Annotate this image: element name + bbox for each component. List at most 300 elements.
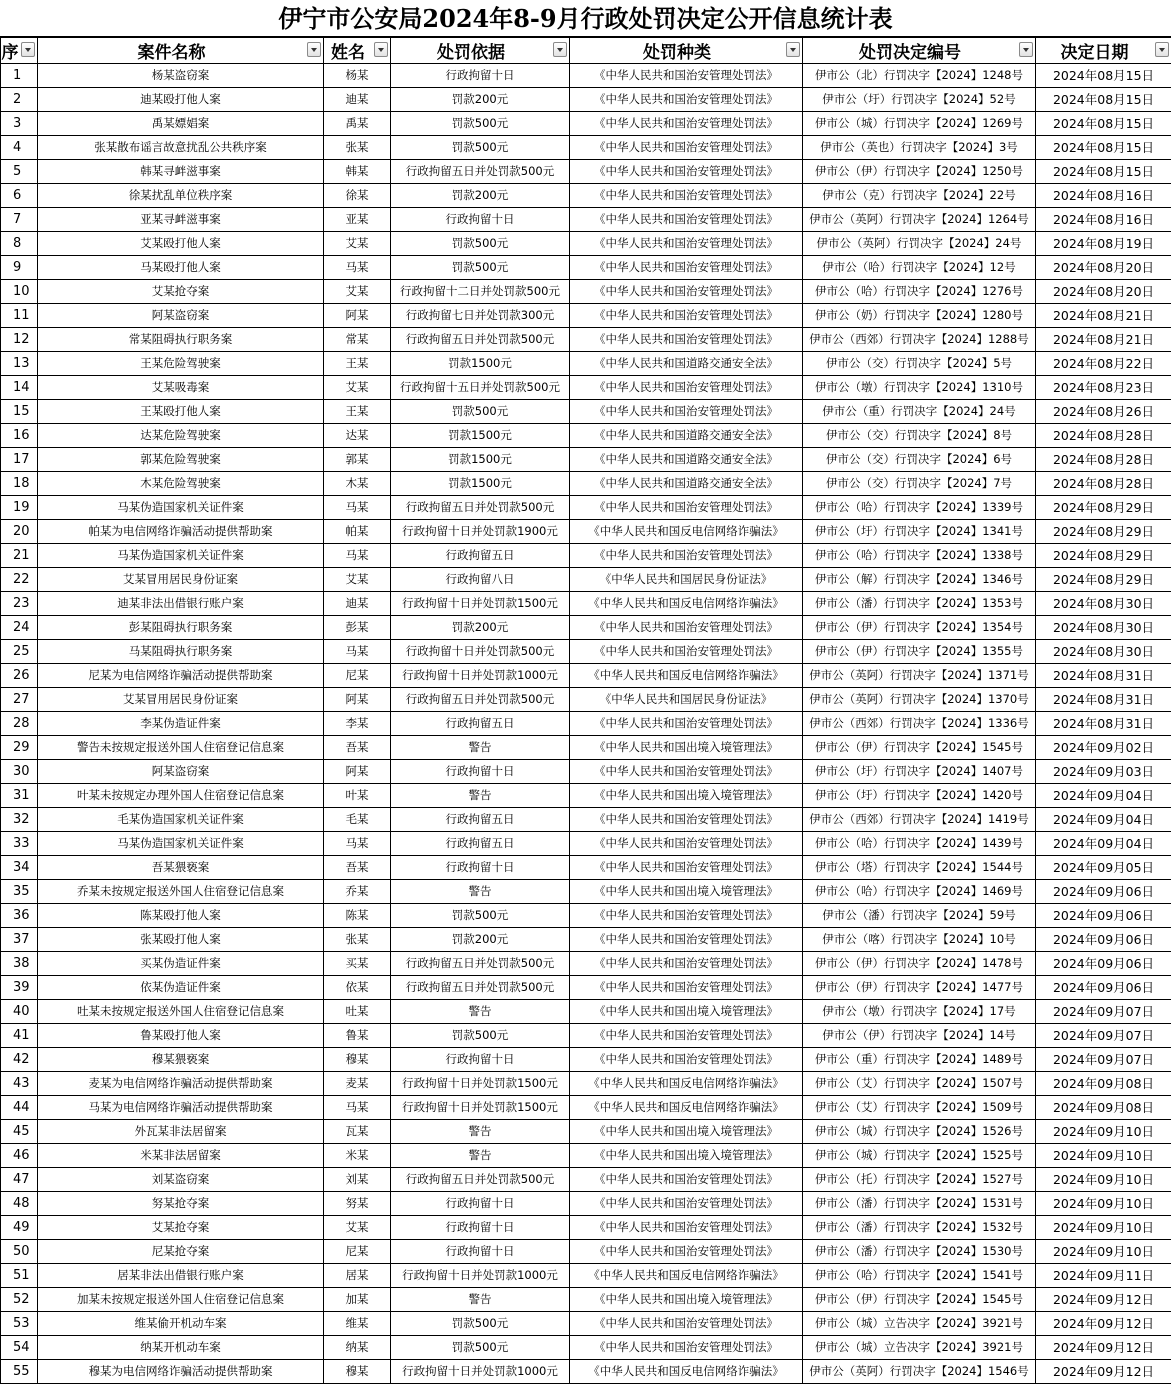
cell-case-name[interactable]: 马某为电信网络诈骗活动提供帮助案 <box>38 1096 324 1120</box>
filter-dropdown-icon[interactable] <box>374 42 388 57</box>
cell-decision-date[interactable]: 2024年08月15日 <box>1036 64 1171 88</box>
cell-decision-date[interactable]: 2024年09月04日 <box>1036 784 1171 808</box>
cell-decision-date[interactable]: 2024年08月26日 <box>1036 400 1171 424</box>
cell-decision-no[interactable]: 伊市公（哈）行罚决字【2024】1439号 <box>803 832 1036 856</box>
cell-case-name[interactable]: 迪某非法出借银行账户案 <box>38 592 324 616</box>
cell-seq[interactable]: 47 <box>1 1168 38 1192</box>
cell-decision-date[interactable]: 2024年08月30日 <box>1036 640 1171 664</box>
cell-penalty-basis[interactable]: 罚款200元 <box>391 88 570 112</box>
cell-person-name[interactable]: 维某 <box>324 1312 391 1336</box>
cell-person-name[interactable]: 毛某 <box>324 808 391 832</box>
cell-case-name[interactable]: 外瓦某非法居留案 <box>38 1120 324 1144</box>
cell-penalty-basis[interactable]: 罚款500元 <box>391 1312 570 1336</box>
cell-person-name[interactable]: 郭某 <box>324 448 391 472</box>
cell-decision-no[interactable]: 伊市公（哈）行罚决字【2024】1541号 <box>803 1264 1036 1288</box>
cell-seq[interactable]: 15 <box>1 400 38 424</box>
cell-person-name[interactable]: 张某 <box>324 928 391 952</box>
cell-penalty-type[interactable]: 《中华人民共和国治安管理处罚法》 <box>570 640 803 664</box>
cell-penalty-basis[interactable]: 行政拘留五日并处罚款500元 <box>391 952 570 976</box>
cell-penalty-basis[interactable]: 行政拘留十日 <box>391 760 570 784</box>
cell-case-name[interactable]: 尼某为电信网络诈骗活动提供帮助案 <box>38 664 324 688</box>
cell-case-name[interactable]: 迪某殴打他人案 <box>38 88 324 112</box>
cell-decision-no[interactable]: 伊市公（城）行罚决字【2024】1526号 <box>803 1120 1036 1144</box>
cell-penalty-basis[interactable]: 罚款500元 <box>391 232 570 256</box>
cell-decision-no[interactable]: 伊市公（哈）行罚决字【2024】1339号 <box>803 496 1036 520</box>
cell-decision-date[interactable]: 2024年09月07日 <box>1036 1024 1171 1048</box>
cell-penalty-basis[interactable]: 警告 <box>391 1000 570 1024</box>
cell-decision-no[interactable]: 伊市公（英阿）行罚决字【2024】1370号 <box>803 688 1036 712</box>
cell-seq[interactable]: 3 <box>1 112 38 136</box>
cell-decision-no[interactable]: 伊市公（墩）行罚决字【2024】1310号 <box>803 376 1036 400</box>
cell-penalty-basis[interactable]: 行政拘留五日 <box>391 544 570 568</box>
cell-decision-no[interactable]: 伊市公（城）行罚决字【2024】1525号 <box>803 1144 1036 1168</box>
cell-penalty-type[interactable]: 《中华人民共和国治安管理处罚法》 <box>570 64 803 88</box>
cell-penalty-basis[interactable]: 行政拘留五日并处罚款500元 <box>391 1168 570 1192</box>
cell-decision-no[interactable]: 伊市公（艾）行罚决字【2024】1507号 <box>803 1072 1036 1096</box>
cell-penalty-type[interactable]: 《中华人民共和国反电信网络诈骗法》 <box>570 664 803 688</box>
cell-penalty-basis[interactable]: 行政拘留五日 <box>391 808 570 832</box>
cell-person-name[interactable]: 王某 <box>324 400 391 424</box>
cell-decision-no[interactable]: 伊市公（解）行罚决字【2024】1346号 <box>803 568 1036 592</box>
cell-penalty-basis[interactable]: 罚款500元 <box>391 904 570 928</box>
cell-decision-date[interactable]: 2024年08月15日 <box>1036 112 1171 136</box>
cell-decision-date[interactable]: 2024年08月22日 <box>1036 352 1171 376</box>
cell-person-name[interactable]: 韩某 <box>324 160 391 184</box>
cell-penalty-type[interactable]: 《中华人民共和国治安管理处罚法》 <box>570 1216 803 1240</box>
cell-decision-date[interactable]: 2024年08月31日 <box>1036 688 1171 712</box>
cell-person-name[interactable]: 鲁某 <box>324 1024 391 1048</box>
cell-decision-date[interactable]: 2024年08月29日 <box>1036 520 1171 544</box>
cell-penalty-basis[interactable]: 罚款500元 <box>391 136 570 160</box>
cell-seq[interactable]: 49 <box>1 1216 38 1240</box>
cell-case-name[interactable]: 李某伪造证件案 <box>38 712 324 736</box>
cell-penalty-basis[interactable]: 行政拘留八日 <box>391 568 570 592</box>
cell-penalty-basis[interactable]: 行政拘留十日并处罚款1000元 <box>391 664 570 688</box>
cell-decision-no[interactable]: 伊市公（英阿）行罚决字【2024】1546号 <box>803 1360 1036 1384</box>
cell-penalty-basis[interactable]: 行政拘留十日并处罚款1500元 <box>391 592 570 616</box>
cell-case-name[interactable]: 马某伪造国家机关证件案 <box>38 832 324 856</box>
cell-penalty-type[interactable]: 《中华人民共和国治安管理处罚法》 <box>570 160 803 184</box>
cell-person-name[interactable]: 刘某 <box>324 1168 391 1192</box>
cell-decision-date[interactable]: 2024年08月30日 <box>1036 616 1171 640</box>
cell-penalty-type[interactable]: 《中华人民共和国出境入境管理法》 <box>570 736 803 760</box>
cell-person-name[interactable]: 穆某 <box>324 1048 391 1072</box>
cell-seq[interactable]: 16 <box>1 424 38 448</box>
cell-penalty-basis[interactable]: 罚款1500元 <box>391 448 570 472</box>
cell-seq[interactable]: 7 <box>1 208 38 232</box>
cell-penalty-type[interactable]: 《中华人民共和国治安管理处罚法》 <box>570 304 803 328</box>
cell-decision-date[interactable]: 2024年08月28日 <box>1036 472 1171 496</box>
filter-dropdown-icon[interactable] <box>307 42 321 57</box>
cell-penalty-basis[interactable]: 行政拘留十日 <box>391 856 570 880</box>
cell-decision-no[interactable]: 伊市公（英阿）行罚决字【2024】24号 <box>803 232 1036 256</box>
cell-penalty-basis[interactable]: 警告 <box>391 736 570 760</box>
cell-penalty-type[interactable]: 《中华人民共和国治安管理处罚法》 <box>570 808 803 832</box>
cell-seq[interactable]: 26 <box>1 664 38 688</box>
cell-decision-no[interactable]: 伊市公（圩）行罚决字【2024】52号 <box>803 88 1036 112</box>
cell-seq[interactable]: 55 <box>1 1360 38 1384</box>
cell-decision-no[interactable]: 伊市公（北）行罚决字【2024】1248号 <box>803 64 1036 88</box>
cell-penalty-type[interactable]: 《中华人民共和国治安管理处罚法》 <box>570 88 803 112</box>
cell-person-name[interactable]: 马某 <box>324 1096 391 1120</box>
cell-person-name[interactable]: 阿某 <box>324 304 391 328</box>
cell-case-name[interactable]: 吐某未按规定报送外国人住宿登记信息案 <box>38 1000 324 1024</box>
cell-penalty-basis[interactable]: 行政拘留五日并处罚款500元 <box>391 496 570 520</box>
cell-decision-date[interactable]: 2024年09月06日 <box>1036 952 1171 976</box>
cell-case-name[interactable]: 徐某扰乱单位秩序案 <box>38 184 324 208</box>
cell-seq[interactable]: 29 <box>1 736 38 760</box>
cell-seq[interactable]: 32 <box>1 808 38 832</box>
cell-penalty-basis[interactable]: 罚款500元 <box>391 256 570 280</box>
cell-decision-no[interactable]: 伊市公（哈）行罚决字【2024】1469号 <box>803 880 1036 904</box>
cell-decision-no[interactable]: 伊市公（西郊）行罚决字【2024】1419号 <box>803 808 1036 832</box>
cell-case-name[interactable]: 马某伪造国家机关证件案 <box>38 496 324 520</box>
cell-decision-date[interactable]: 2024年08月21日 <box>1036 328 1171 352</box>
cell-seq[interactable]: 50 <box>1 1240 38 1264</box>
cell-case-name[interactable]: 马某殴打他人案 <box>38 256 324 280</box>
cell-person-name[interactable]: 尼某 <box>324 664 391 688</box>
column-header-date[interactable] <box>1036 38 1171 64</box>
cell-person-name[interactable]: 马某 <box>324 496 391 520</box>
cell-case-name[interactable]: 艾某吸毒案 <box>38 376 324 400</box>
cell-person-name[interactable]: 吾某 <box>324 856 391 880</box>
cell-penalty-type[interactable]: 《中华人民共和国出境入境管理法》 <box>570 1144 803 1168</box>
cell-case-name[interactable]: 张某散布谣言故意扰乱公共秩序案 <box>38 136 324 160</box>
cell-decision-date[interactable]: 2024年09月04日 <box>1036 808 1171 832</box>
cell-seq[interactable]: 39 <box>1 976 38 1000</box>
cell-case-name[interactable]: 艾某冒用居民身份证案 <box>38 688 324 712</box>
cell-case-name[interactable]: 吾某猥亵案 <box>38 856 324 880</box>
filter-dropdown-icon[interactable] <box>1155 42 1169 57</box>
cell-person-name[interactable]: 迪某 <box>324 88 391 112</box>
cell-decision-date[interactable]: 2024年08月15日 <box>1036 160 1171 184</box>
cell-penalty-type[interactable]: 《中华人民共和国治安管理处罚法》 <box>570 136 803 160</box>
cell-seq[interactable]: 23 <box>1 592 38 616</box>
cell-case-name[interactable]: 穆某为电信网络诈骗活动提供帮助案 <box>38 1360 324 1384</box>
cell-decision-no[interactable]: 伊市公（英也）行罚决字【2024】3号 <box>803 136 1036 160</box>
cell-penalty-basis[interactable]: 行政拘留五日并处罚款500元 <box>391 976 570 1000</box>
cell-person-name[interactable]: 吾某 <box>324 736 391 760</box>
cell-penalty-type[interactable]: 《中华人民共和国道路交通安全法》 <box>570 472 803 496</box>
cell-case-name[interactable]: 达某危险驾驶案 <box>38 424 324 448</box>
cell-penalty-basis[interactable]: 警告 <box>391 784 570 808</box>
cell-seq[interactable]: 36 <box>1 904 38 928</box>
cell-person-name[interactable]: 加某 <box>324 1288 391 1312</box>
cell-seq[interactable]: 43 <box>1 1072 38 1096</box>
cell-case-name[interactable]: 纳某开机动车案 <box>38 1336 324 1360</box>
cell-decision-no[interactable]: 伊市公（潘）行罚决字【2024】59号 <box>803 904 1036 928</box>
cell-seq[interactable]: 22 <box>1 568 38 592</box>
cell-seq[interactable]: 53 <box>1 1312 38 1336</box>
cell-case-name[interactable]: 穆某猥亵案 <box>38 1048 324 1072</box>
cell-case-name[interactable]: 刘某盗窃案 <box>38 1168 324 1192</box>
cell-decision-date[interactable]: 2024年08月29日 <box>1036 568 1171 592</box>
cell-penalty-basis[interactable]: 行政拘留十日并处罚款1000元 <box>391 1264 570 1288</box>
cell-penalty-basis[interactable]: 警告 <box>391 880 570 904</box>
cell-decision-date[interactable]: 2024年09月03日 <box>1036 760 1171 784</box>
cell-penalty-basis[interactable]: 罚款1500元 <box>391 424 570 448</box>
cell-decision-date[interactable]: 2024年08月15日 <box>1036 88 1171 112</box>
cell-decision-date[interactable]: 2024年09月10日 <box>1036 1216 1171 1240</box>
filter-dropdown-icon[interactable] <box>1019 42 1033 57</box>
cell-seq[interactable]: 19 <box>1 496 38 520</box>
cell-seq[interactable]: 38 <box>1 952 38 976</box>
cell-person-name[interactable]: 达某 <box>324 424 391 448</box>
cell-penalty-basis[interactable]: 警告 <box>391 1144 570 1168</box>
cell-penalty-type[interactable]: 《中华人民共和国治安管理处罚法》 <box>570 856 803 880</box>
cell-penalty-type[interactable]: 《中华人民共和国反电信网络诈骗法》 <box>570 1072 803 1096</box>
cell-person-name[interactable]: 常某 <box>324 328 391 352</box>
cell-decision-date[interactable]: 2024年08月19日 <box>1036 232 1171 256</box>
cell-penalty-basis[interactable]: 行政拘留十日并处罚款1500元 <box>391 1072 570 1096</box>
cell-penalty-basis[interactable]: 罚款500元 <box>391 1024 570 1048</box>
cell-case-name[interactable]: 常某阻碍执行职务案 <box>38 328 324 352</box>
cell-seq[interactable]: 27 <box>1 688 38 712</box>
cell-seq[interactable]: 42 <box>1 1048 38 1072</box>
cell-decision-date[interactable]: 2024年09月06日 <box>1036 928 1171 952</box>
cell-decision-date[interactable]: 2024年09月06日 <box>1036 976 1171 1000</box>
cell-penalty-basis[interactable]: 行政拘留十二日并处罚款500元 <box>391 280 570 304</box>
cell-person-name[interactable]: 艾某 <box>324 568 391 592</box>
cell-decision-no[interactable]: 伊市公（重）行罚决字【2024】24号 <box>803 400 1036 424</box>
cell-decision-no[interactable]: 伊市公（潘）行罚决字【2024】1353号 <box>803 592 1036 616</box>
cell-case-name[interactable]: 王某危险驾驶案 <box>38 352 324 376</box>
cell-seq[interactable]: 12 <box>1 328 38 352</box>
cell-person-name[interactable]: 艾某 <box>324 280 391 304</box>
cell-decision-date[interactable]: 2024年08月28日 <box>1036 424 1171 448</box>
cell-penalty-type[interactable]: 《中华人民共和国出境入境管理法》 <box>570 784 803 808</box>
cell-person-name[interactable]: 木某 <box>324 472 391 496</box>
cell-decision-no[interactable]: 伊市公（圩）行罚决字【2024】1341号 <box>803 520 1036 544</box>
cell-penalty-type[interactable]: 《中华人民共和国治安管理处罚法》 <box>570 1336 803 1360</box>
cell-penalty-type[interactable]: 《中华人民共和国反电信网络诈骗法》 <box>570 1360 803 1384</box>
cell-person-name[interactable]: 叶某 <box>324 784 391 808</box>
cell-seq[interactable]: 40 <box>1 1000 38 1024</box>
cell-seq[interactable]: 20 <box>1 520 38 544</box>
cell-person-name[interactable]: 王某 <box>324 352 391 376</box>
cell-decision-date[interactable]: 2024年09月12日 <box>1036 1360 1171 1384</box>
cell-seq[interactable]: 6 <box>1 184 38 208</box>
cell-decision-date[interactable]: 2024年09月08日 <box>1036 1096 1171 1120</box>
cell-decision-no[interactable]: 伊市公（潘）行罚决字【2024】1530号 <box>803 1240 1036 1264</box>
cell-penalty-basis[interactable]: 行政拘留十日 <box>391 1240 570 1264</box>
cell-seq[interactable]: 37 <box>1 928 38 952</box>
cell-person-name[interactable]: 马某 <box>324 544 391 568</box>
cell-penalty-basis[interactable]: 行政拘留十日 <box>391 208 570 232</box>
cell-penalty-basis[interactable]: 警告 <box>391 1288 570 1312</box>
cell-decision-no[interactable]: 伊市公（潘）行罚决字【2024】1531号 <box>803 1192 1036 1216</box>
cell-penalty-type[interactable]: 《中华人民共和国居民身份证法》 <box>570 568 803 592</box>
cell-seq[interactable]: 4 <box>1 136 38 160</box>
cell-decision-no[interactable]: 伊市公（伊）行罚决字【2024】1478号 <box>803 952 1036 976</box>
column-header-name[interactable] <box>324 38 391 64</box>
cell-person-name[interactable]: 依某 <box>324 976 391 1000</box>
cell-decision-date[interactable]: 2024年08月29日 <box>1036 544 1171 568</box>
cell-penalty-basis[interactable]: 行政拘留十日并处罚款1500元 <box>391 1096 570 1120</box>
cell-penalty-type[interactable]: 《中华人民共和国道路交通安全法》 <box>570 448 803 472</box>
cell-penalty-type[interactable]: 《中华人民共和国治安管理处罚法》 <box>570 928 803 952</box>
cell-decision-date[interactable]: 2024年09月07日 <box>1036 1000 1171 1024</box>
column-header-basis[interactable] <box>391 38 570 64</box>
cell-penalty-type[interactable]: 《中华人民共和国治安管理处罚法》 <box>570 280 803 304</box>
cell-person-name[interactable]: 马某 <box>324 832 391 856</box>
cell-decision-no[interactable]: 伊市公（伊）行罚决字【2024】1545号 <box>803 1288 1036 1312</box>
cell-person-name[interactable]: 马某 <box>324 256 391 280</box>
cell-decision-date[interactable]: 2024年09月05日 <box>1036 856 1171 880</box>
cell-person-name[interactable]: 艾某 <box>324 232 391 256</box>
cell-case-name[interactable]: 张某殴打他人案 <box>38 928 324 952</box>
cell-decision-date[interactable]: 2024年09月12日 <box>1036 1288 1171 1312</box>
cell-penalty-type[interactable]: 《中华人民共和国出境入境管理法》 <box>570 1000 803 1024</box>
cell-decision-no[interactable]: 伊市公（哈）行罚决字【2024】1276号 <box>803 280 1036 304</box>
cell-decision-no[interactable]: 伊市公（伊）行罚决字【2024】1250号 <box>803 160 1036 184</box>
cell-decision-no[interactable]: 伊市公（克）行罚决字【2024】22号 <box>803 184 1036 208</box>
cell-penalty-basis[interactable]: 行政拘留十日 <box>391 1216 570 1240</box>
cell-seq[interactable]: 41 <box>1 1024 38 1048</box>
cell-person-name[interactable]: 徐某 <box>324 184 391 208</box>
cell-person-name[interactable]: 艾某 <box>324 376 391 400</box>
cell-decision-date[interactable]: 2024年09月10日 <box>1036 1192 1171 1216</box>
cell-seq[interactable]: 28 <box>1 712 38 736</box>
cell-seq[interactable]: 25 <box>1 640 38 664</box>
cell-seq[interactable]: 5 <box>1 160 38 184</box>
cell-case-name[interactable]: 维某偷开机动车案 <box>38 1312 324 1336</box>
cell-decision-date[interactable]: 2024年08月15日 <box>1036 136 1171 160</box>
column-header-decision-no[interactable] <box>803 38 1036 64</box>
cell-penalty-type[interactable]: 《中华人民共和国治安管理处罚法》 <box>570 712 803 736</box>
cell-decision-no[interactable]: 伊市公（英阿）行罚决字【2024】1264号 <box>803 208 1036 232</box>
cell-penalty-basis[interactable]: 行政拘留十日 <box>391 64 570 88</box>
cell-penalty-type[interactable]: 《中华人民共和国反电信网络诈骗法》 <box>570 592 803 616</box>
cell-decision-date[interactable]: 2024年09月02日 <box>1036 736 1171 760</box>
cell-penalty-basis[interactable]: 罚款500元 <box>391 112 570 136</box>
cell-decision-no[interactable]: 伊市公（伊）行罚决字【2024】1545号 <box>803 736 1036 760</box>
cell-decision-no[interactable]: 伊市公（交）行罚决字【2024】8号 <box>803 424 1036 448</box>
cell-person-name[interactable]: 杨某 <box>324 64 391 88</box>
filter-dropdown-icon[interactable] <box>553 42 567 57</box>
column-header-seq[interactable] <box>1 38 38 64</box>
cell-penalty-basis[interactable]: 罚款200元 <box>391 928 570 952</box>
cell-decision-no[interactable]: 伊市公（哈）行罚决字【2024】12号 <box>803 256 1036 280</box>
cell-penalty-basis[interactable]: 行政拘留十日 <box>391 1192 570 1216</box>
cell-seq[interactable]: 33 <box>1 832 38 856</box>
cell-decision-no[interactable]: 伊市公（交）行罚决字【2024】7号 <box>803 472 1036 496</box>
cell-penalty-basis[interactable]: 行政拘留五日并处罚款500元 <box>391 328 570 352</box>
cell-decision-date[interactable]: 2024年09月12日 <box>1036 1336 1171 1360</box>
cell-penalty-type[interactable]: 《中华人民共和国治安管理处罚法》 <box>570 760 803 784</box>
cell-decision-no[interactable]: 伊市公（伊）行罚决字【2024】1477号 <box>803 976 1036 1000</box>
cell-decision-date[interactable]: 2024年08月28日 <box>1036 448 1171 472</box>
cell-decision-no[interactable]: 伊市公（圩）行罚决字【2024】1420号 <box>803 784 1036 808</box>
cell-penalty-type[interactable]: 《中华人民共和国治安管理处罚法》 <box>570 1192 803 1216</box>
cell-penalty-basis[interactable]: 警告 <box>391 1120 570 1144</box>
cell-case-name[interactable]: 马某阻碍执行职务案 <box>38 640 324 664</box>
cell-penalty-type[interactable]: 《中华人民共和国治安管理处罚法》 <box>570 328 803 352</box>
cell-decision-date[interactable]: 2024年09月10日 <box>1036 1240 1171 1264</box>
cell-penalty-type[interactable]: 《中华人民共和国治安管理处罚法》 <box>570 544 803 568</box>
cell-person-name[interactable]: 彭某 <box>324 616 391 640</box>
cell-decision-no[interactable]: 伊市公（墩）行罚决字【2024】17号 <box>803 1000 1036 1024</box>
cell-person-name[interactable]: 阿某 <box>324 760 391 784</box>
cell-seq[interactable]: 34 <box>1 856 38 880</box>
cell-case-name[interactable]: 禹某嫖娼案 <box>38 112 324 136</box>
cell-seq[interactable]: 24 <box>1 616 38 640</box>
cell-penalty-basis[interactable]: 罚款500元 <box>391 400 570 424</box>
cell-case-name[interactable]: 麦某为电信网络诈骗活动提供帮助案 <box>38 1072 324 1096</box>
cell-person-name[interactable]: 乔某 <box>324 880 391 904</box>
cell-decision-date[interactable]: 2024年09月07日 <box>1036 1048 1171 1072</box>
cell-penalty-basis[interactable]: 行政拘留五日 <box>391 712 570 736</box>
cell-case-name[interactable]: 马某伪造国家机关证件案 <box>38 544 324 568</box>
cell-decision-no[interactable]: 伊市公（交）行罚决字【2024】6号 <box>803 448 1036 472</box>
cell-case-name[interactable]: 艾某冒用居民身份证案 <box>38 568 324 592</box>
cell-person-name[interactable]: 陈某 <box>324 904 391 928</box>
cell-decision-no[interactable]: 伊市公（交）行罚决字【2024】5号 <box>803 352 1036 376</box>
cell-penalty-basis[interactable]: 行政拘留七日并处罚款300元 <box>391 304 570 328</box>
cell-penalty-basis[interactable]: 行政拘留十日并处罚款1000元 <box>391 1360 570 1384</box>
cell-decision-no[interactable]: 伊市公（托）行罚决字【2024】1527号 <box>803 1168 1036 1192</box>
cell-case-name[interactable]: 艾某抢夺案 <box>38 280 324 304</box>
cell-seq[interactable]: 13 <box>1 352 38 376</box>
cell-decision-date[interactable]: 2024年08月20日 <box>1036 256 1171 280</box>
cell-person-name[interactable]: 穆某 <box>324 1360 391 1384</box>
cell-penalty-basis[interactable]: 行政拘留十日并处罚款1900元 <box>391 520 570 544</box>
cell-case-name[interactable]: 叶某未按规定办理外国人住宿登记信息案 <box>38 784 324 808</box>
cell-decision-date[interactable]: 2024年09月12日 <box>1036 1312 1171 1336</box>
cell-decision-date[interactable]: 2024年08月31日 <box>1036 712 1171 736</box>
cell-penalty-type[interactable]: 《中华人民共和国治安管理处罚法》 <box>570 1312 803 1336</box>
cell-decision-date[interactable]: 2024年08月16日 <box>1036 208 1171 232</box>
cell-penalty-type[interactable]: 《中华人民共和国反电信网络诈骗法》 <box>570 520 803 544</box>
cell-seq[interactable]: 17 <box>1 448 38 472</box>
cell-seq[interactable]: 18 <box>1 472 38 496</box>
cell-penalty-type[interactable]: 《中华人民共和国治安管理处罚法》 <box>570 400 803 424</box>
cell-person-name[interactable]: 麦某 <box>324 1072 391 1096</box>
cell-decision-no[interactable]: 伊市公（奶）行罚决字【2024】1280号 <box>803 304 1036 328</box>
cell-case-name[interactable]: 加某未按规定报送外国人住宿登记信息案 <box>38 1288 324 1312</box>
cell-decision-date[interactable]: 2024年09月10日 <box>1036 1120 1171 1144</box>
cell-penalty-basis[interactable]: 罚款1500元 <box>391 352 570 376</box>
cell-seq[interactable]: 44 <box>1 1096 38 1120</box>
cell-penalty-type[interactable]: 《中华人民共和国治安管理处罚法》 <box>570 1168 803 1192</box>
cell-case-name[interactable]: 依某伪造证件案 <box>38 976 324 1000</box>
cell-penalty-basis[interactable]: 行政拘留十五日并处罚款500元 <box>391 376 570 400</box>
cell-case-name[interactable]: 努某抢夺案 <box>38 1192 324 1216</box>
cell-penalty-type[interactable]: 《中华人民共和国治安管理处罚法》 <box>570 1240 803 1264</box>
cell-seq[interactable]: 14 <box>1 376 38 400</box>
cell-decision-date[interactable]: 2024年08月23日 <box>1036 376 1171 400</box>
cell-seq[interactable]: 11 <box>1 304 38 328</box>
cell-seq[interactable]: 8 <box>1 232 38 256</box>
cell-decision-no[interactable]: 伊市公（西郊）行罚决字【2024】1288号 <box>803 328 1036 352</box>
cell-decision-date[interactable]: 2024年09月06日 <box>1036 904 1171 928</box>
cell-case-name[interactable]: 警告未按规定报送外国人住宿登记信息案 <box>38 736 324 760</box>
cell-penalty-type[interactable]: 《中华人民共和国治安管理处罚法》 <box>570 496 803 520</box>
cell-case-name[interactable]: 尼某抢夺案 <box>38 1240 324 1264</box>
cell-decision-no[interactable]: 伊市公（城）行罚决字【2024】1269号 <box>803 112 1036 136</box>
cell-penalty-type[interactable]: 《中华人民共和国治安管理处罚法》 <box>570 832 803 856</box>
cell-person-name[interactable]: 努某 <box>324 1192 391 1216</box>
cell-penalty-type[interactable]: 《中华人民共和国出境入境管理法》 <box>570 1120 803 1144</box>
filter-dropdown-icon[interactable] <box>786 42 800 57</box>
cell-person-name[interactable]: 李某 <box>324 712 391 736</box>
filter-dropdown-icon[interactable] <box>21 42 35 57</box>
cell-decision-no[interactable]: 伊市公（圩）行罚决字【2024】1407号 <box>803 760 1036 784</box>
cell-seq[interactable]: 45 <box>1 1120 38 1144</box>
cell-case-name[interactable]: 郭某危险驾驶案 <box>38 448 324 472</box>
cell-penalty-type[interactable]: 《中华人民共和国出境入境管理法》 <box>570 1288 803 1312</box>
cell-penalty-type[interactable]: 《中华人民共和国反电信网络诈骗法》 <box>570 1096 803 1120</box>
